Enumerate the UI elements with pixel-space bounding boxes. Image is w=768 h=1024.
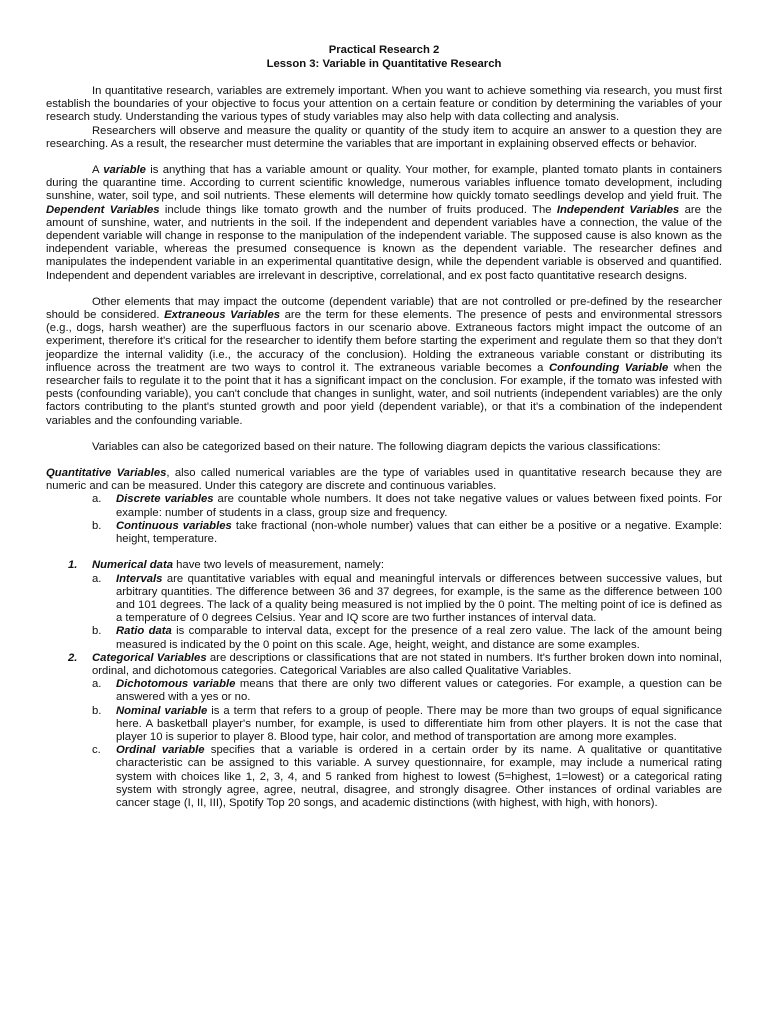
- list-item: b. Continuous variables take fractional (non-whole number) values that can either be a positive or a negative. Example: height, temperature.: [92, 519, 722, 546]
- list-item: b. Ratio data is comparable to interval data, except for the presence of a real zero value. The lack of the amount being measured is indicated by the 0 point on this scale. Age, height, weight, and distance are some examples.: [92, 625, 723, 651]
- lesson-subtitle: Lesson 3: Variable in Quantitative Research: [266, 57, 502, 70]
- numbered-item-categorical-variables: 2. Categorical Variables are descriptions or classifications that are not stated in numbers. It's further broken down into nominal, ordinal, and dichotomous categories. Categorical Variables are also called Qualitative Variables. a. Dichotomous variable means that there are only two different values or categories. For example, a question can be answered with a yes or no. b. Nominal variable is a term that refers to a group of people. There may be more than two groups of equal significance here. A basketball player's number, for example, is used to differentiate him from other players. It is not the case that player 10 is superior to player 8. Blood type, hair color, and method of transportation are among more examples. c. Ordinal variable specifies that a variable is ordered in a certain order by its name. A qualitative or quantitative characteristic can be assigned to this variable. A survey questionnaire, for example, may include a numerical rating system with choices like 1, 2, 3, 4, and 5 ranked from highest to lowest (5=highest, 1=lowest) or a categorical rating system with strongly agree, agree, neutral, disagree, and strongly disagree. Other instances of ordinal variables are cancer stage (I, II, III), Spotify Top 20 songs, and academic distinctions (with highest, with high, with honors).: [68, 651, 722, 809]
- term-variable: variable: [103, 164, 146, 177]
- numerical-sublist: [92, 573, 722, 652]
- categorical-sublist: [92, 678, 722, 810]
- numbered-list: [46, 559, 722, 810]
- list-item: a. Intervals are quantitative variables with equal and meaningful intervals or differences between successive values, but arbitrary quantities. The difference between 36 and 37 degrees, for example, is the same as the difference between 100 and 101 degrees. The lack of a quality being measured is not implied by the 0 point. The melting point of ice is defined as a temperature of 0 degrees Celsius. Year and IQ score are two further instances of interval data.: [92, 572, 722, 625]
- term-confounding-variable: Confounding Variable: [548, 361, 669, 374]
- list-item: b. Nominal variable is a term that refers to a group of people. There may be more than two groups of equal significance here. A basketball player's number, for example, is used to differentiate him from other players. It is not the case that player 10 is superior to player 8. Blood type, hair color, and method of transportation are among more examples.: [92, 704, 722, 743]
- quantitative-paragraph: Quantitative Variables, also called numerical variables are the type of variables used in quantitative research because they are numeric and can be measured. Under this category are discrete and continuous variables.: [46, 467, 722, 493]
- document-title: Practical Research 2: [328, 44, 440, 56]
- term-dependent-variables: Dependent Variables: [46, 203, 160, 216]
- term-quantitative-variables: Quantitative Variables: [46, 467, 167, 480]
- list-item: c. Ordinal variable specifies that a variable is ordered in a certain order by its name. A qualitative or quantitative characteristic can be assigned to this variable. A survey questionnaire, for example, may include a numerical rating system with choices like 1, 2, 3, 4, and 5 ranked from highest to lowest (5=highest, 1=lowest) or a categorical rating system with strongly agree, agree, neutral, disagree, and strongly disagree. Other instances of ordinal variables are cancer stage (I, II, III), Spotify Top 20 songs, and academic distinctions (with highest, with high, with honors).: [92, 744, 722, 809]
- term-independent-variables: Independent Variables: [556, 203, 680, 216]
- intro-paragraph-2: Researchers will observe and measure the quality or quantity of the study item to acquire an answer to a question they are researching. As a result, the researcher must determine the variables that are important in explaining observed effects or behavior.: [46, 124, 722, 150]
- list-item: a. Dichotomous variable means that there are only two different values or categories. For example, a question can be answered with a yes or no.: [92, 678, 722, 704]
- list-item: a. Discrete variables are countable whole numbers. It does not take negative values or values between fixed points. For example: number of students in a class, group size and frequency.: [92, 493, 722, 519]
- classification-paragraph: Variables can also be categorized based on their nature. The following diagram depicts the various classifications:: [92, 440, 661, 453]
- quantitative-sublist: [46, 493, 722, 546]
- intro-paragraph-1: In quantitative research, variables are extremely important. When you want to achieve something via research, you must first establish the boundaries of your objective to focus your attention on a certain feature or condition by determining the variables of your research study. Understanding the various types of study variables may also help with data collecting and analysis.: [46, 85, 722, 124]
- numbered-item-numerical-data: 1. Numerical data have two levels of measurement, namely: a. Intervals are quantitative variables with equal and meaningful intervals or differences between successive values, but arbitrary quantities. The difference between 36 and 37 degrees, for example, is the same as the difference between 100 and 101 degrees. The lack of a quality being measured is not implied by the 0 point. The melting point of ice is defined as a temperature of 0 degrees Celsius. Year and IQ score are two further instances of interval data. b. Ratio data is comparable to interval data, except for the presence of a real zero value. The lack of the amount being measured is indicated by the 0 point on this scale. Age, height, weight, and distance are some examples.: [68, 559, 723, 651]
- term-extraneous-variables: Extraneous Variables: [164, 309, 281, 322]
- variable-paragraph: A variable is anything that has a variable amount or quality. Your mother, for example, planted tomato plants in containers during the quarantine time. According to current scientific knowledge, numerous variables influence tomato development, including sunshine, water, soil type, and soil nutrients. These elements will determine how quickly tomato seedlings develop and yield fruit. The Dependent Variables include things like tomato growth and the number of fruits produced. The Independent Variables are the amount of sunshine, water, and nutrients in the soil. If the independent and dependent variables have a connection, the value of the dependent variable will change in response to the manipulation of the independent variable. The supposed cause is also known as the independent variable, whereas the presumed consequence is known as the dependent variable. The researcher defines and manipulates the independent variable in an experimental quantitative design, while the dependent variable is observed and quantified. Independent and dependent variables are irrelevant in descriptive, correlational, and ex post facto quantitative research designs.: [46, 164, 722, 282]
- extraneous-paragraph: Other elements that may impact the outcome (dependent variable) that are not controlled or pre-defined by the researcher should be considered. Extraneous Variables are the term for these elements. The presence of pests and environmental stressors (e.g., dogs, harsh weather) are the superfluous factors in our scenario above. Extraneous factors might impact the outcome of an experiment, therefore it's critical for the researcher to identify them before starting the experiment and regulate them so that they don't jeopardize the internal validity (i.e., the accuracy of the conclusion). Holding the extraneous variable constant or distributing its influence across the treatment are two ways to control it. The extraneous variable becomes a Confounding Variable when the researcher fails to regulate it to the point that it has a significant impact on the conclusion. For example, if the tomato was infested with pests (confounding variable), you can't conclude that changes in sunlight, water, and soil nutrients (independent variables) are the only factors contributing to the plant's stunted growth and poor yield (dependent variable), or that it's a combination of the independent variables and the confounding variable.: [46, 295, 722, 427]
